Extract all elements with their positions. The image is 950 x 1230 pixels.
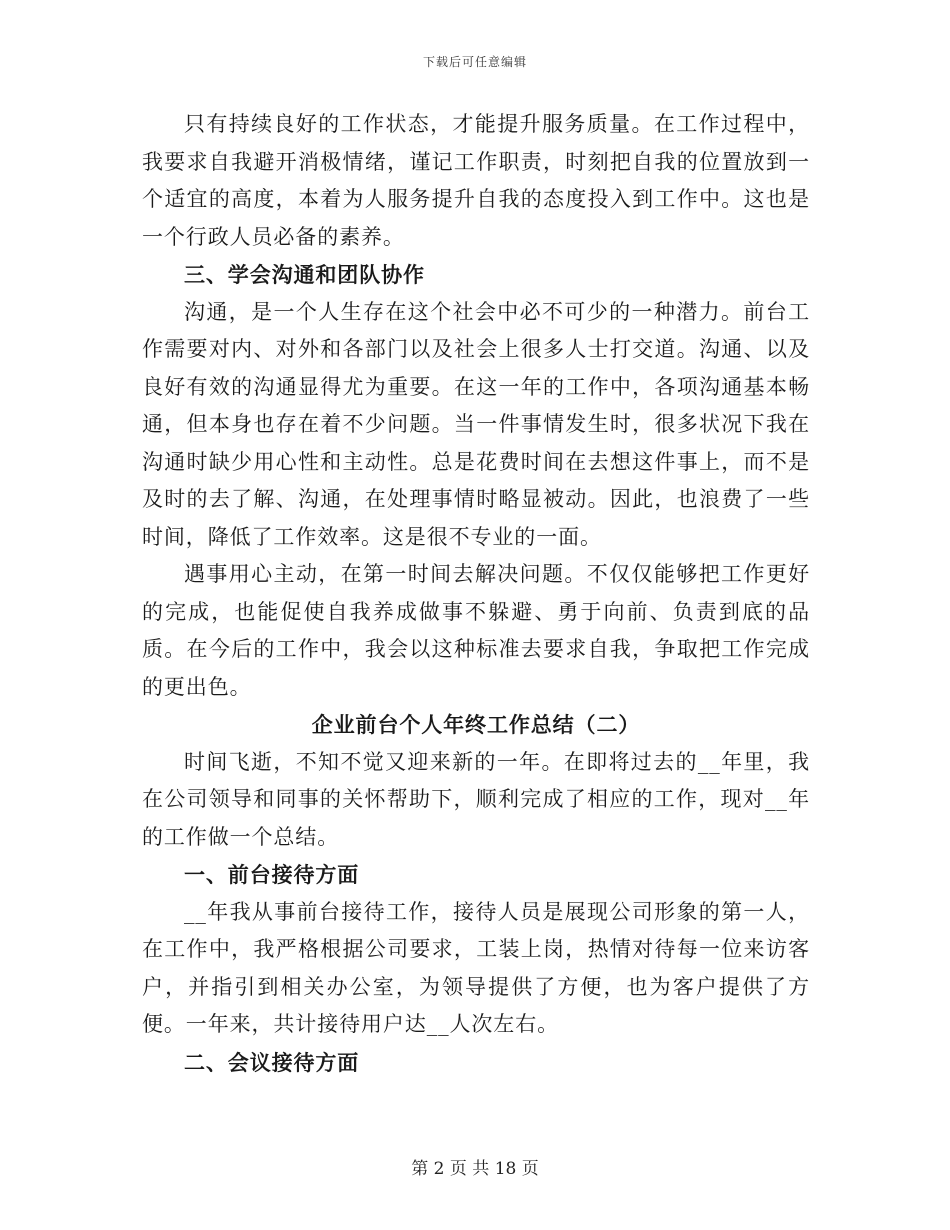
- paragraph-intro: 时间飞逝，不知不觉又迎来新的一年。在即将过去的__年里，我在公司领导和同事的关怀帮助下，顺利完成了相应的工作，现对__年的工作做一个总结。: [142, 749, 810, 849]
- document-body: [142, 106, 810, 1081]
- page-header: 下载后可任意编辑: [422, 55, 527, 69]
- section-heading-communication: 三、学会沟通和团队协作: [184, 262, 425, 287]
- paragraph-communication: 沟通，是一个人生存在这个社会中必不可少的一种潜力。前台工作需要对内、对外和各部门以及社会上很多人士打交道。沟通、以及良好有效的沟通显得尤为重要。在这一年的工作中，各项沟通基本畅通，但本身也存在着不少问题。当一件事情发生时，很多状况下我在沟通时缺少用心性和主动性。总是花费时间在去想这件事上，而不是及时的去了解、沟通，在处理事情时略显被动。因此，也浪费了一些时间，降低了工作效率。这是很不专业的一面。: [142, 299, 810, 549]
- paragraph-reception: __年我从事前台接待工作，接待人员是展现公司形象的第一人，在工作中，我严格根据公司要求，工装上岗，热情对待每一位来访客户，并指引到相关办公室，为领导提供了方便，也为客户提供了方便。一年来，共计接待用户达__人次左右。: [142, 899, 810, 1036]
- paragraph-work-attitude: 只有持续良好的工作状态，才能提升服务质量。在工作过程中，我要求自我避开消极情绪，谨记工作职责，时刻把自我的位置放到一个适宜的高度，本着为人服务提升自我的态度投入到工作中。这也是一个行政人员必备的素养。: [142, 112, 810, 249]
- document-title-part-two: 企业前台个人年终工作总结（二）: [311, 712, 641, 737]
- page-number-footer: 第 2 页 共 18 页: [411, 1159, 539, 1179]
- section-heading-meeting: 二、会议接待方面: [184, 1049, 360, 1075]
- paragraph-proactive: 遇事用心主动，在第一时间去解决问题。不仅仅能够把工作更好的完成，也能促使自我养成做事不躲避、勇于向前、负责到底的品质。在今后的工作中，我会以这种标准去要求自我，争取把工作完成的更出色。: [142, 562, 810, 699]
- section-heading-reception: 一、前台接待方面: [184, 862, 360, 887]
